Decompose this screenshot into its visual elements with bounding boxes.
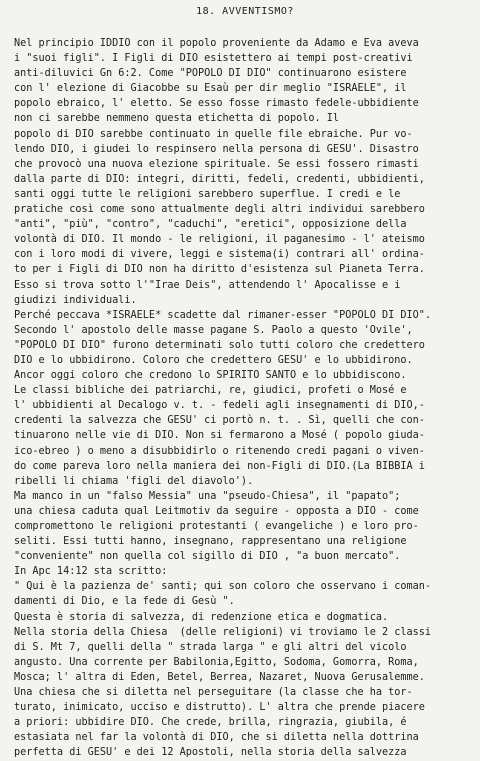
body-text <box>14 36 470 761</box>
text-line: "POPOLO DI DIO" furono determinati solo tutti coloro che credettero <box>14 339 425 351</box>
text-line: popolo di DIO sarebbe continuato in quelle file ebraiche. Pur vo- <box>14 128 413 140</box>
text-line: Ancor oggi coloro che credono lo SPIRITO SANTO e lo ubbidiscono. <box>14 370 407 382</box>
text-line: compromettono le religioni protestanti ( evangeliche ) e loro pro- <box>14 521 419 532</box>
text-line: Perché peccava *ISRAELE* scadette dal rimaner-esser "POPOLO DI DIO". <box>14 309 432 321</box>
text-line: "conveniente" non quella col sigillo di DIO , "a buon mercato". <box>14 551 401 563</box>
text-line: damenti di Dio, e la fede di Gesù ". <box>14 596 235 608</box>
text-line: ribelli li chiama 'figli del diavolo'). <box>14 475 254 487</box>
text-line: a priori: ubbidire DIO. Che crede, brilla, ringrazia, giubila, é <box>14 717 407 729</box>
text-line: pratiche così come sono attualmente degli altri individui sarebbero <box>14 204 425 216</box>
text-line: seliti. Essi tutti hanno, insegnano, rappresentano una religione <box>14 536 407 548</box>
text-line: angusto. Una corrente per Babilonia,Egitto, Sodoma, Gomorra, Roma, <box>14 656 419 668</box>
text-line: Ma manco in un "falso Messia" una "pseudo-Chiesa", il "papato"; <box>14 490 401 502</box>
text-line: Nella storia della Chiesa (delle religioni) vi troviamo le 2 classi <box>14 626 432 638</box>
text-line: Esso si trova sotto l'"Irae Deis", attendendo l' Apocalisse e i <box>14 279 401 291</box>
text-line: l' ubbidienti al Decalogo v. t. - fedeli agli insegnamenti di DIO,- <box>14 400 425 412</box>
text-line: Nel principio IDDIO con il popolo proveniente da Adamo e Eva aveva <box>14 38 419 49</box>
text-line: Questa è storia di salvezza, di redenzione etica e dogmatica. <box>14 611 389 623</box>
text-line: giudizi individuali. <box>14 294 137 306</box>
text-line: credenti la salvezza che GESU' ci portò n. t. . Sì, quelli che con- <box>14 415 425 427</box>
text-line: In Apc 14:12 sta scritto: <box>14 566 168 578</box>
text-line: turato, inimicato, ucciso e distrutto). L' altra che prende piacere <box>14 702 425 714</box>
text-line: volontà di DIO. Il mondo - le religioni, il paganesimo - l' ateismo <box>14 234 425 246</box>
text-line: Secondo l' apostolo delle masse pagane S. Paolo a questo 'Ovile', <box>14 324 413 336</box>
text-line: anti-diluvici Gn 6:2. Come "POPOLO DI DIO" continuarono esistere <box>14 68 407 80</box>
text-line: lendo DIO, i giudei lo respinsero nella persona di GESU'. Disastro <box>14 143 419 155</box>
text-line: " Qui è la pazienza de' santi; qui son coloro che osservano i coman- <box>14 581 432 593</box>
text-line: i "suoi figli". I Figli di DIO esistettero ai tempi post-creativi <box>14 53 413 65</box>
text-line: con i loro modi di vivere, leggi e sistema(i) contrari all' ordina- <box>14 249 425 261</box>
text-line: santi oggi tutte le religioni sarebbero superflue. I credi e le <box>14 188 401 200</box>
text-line: do come pareva loro nella maniera dei non-Figli di DIO.(La BIBBIA i <box>14 460 425 472</box>
text-line: una chiesa caduta qual Leitmotiv da seguire - opposta a DIO - come <box>14 505 419 517</box>
text-line: che provocò una nuova elezione spirituale. Se essi fossero rimasti <box>14 158 419 170</box>
text-line: DIO e lo ubbidirono. Coloro che credettero GESU' e lo ubbidirono. <box>14 354 413 366</box>
text-line: non ci sarebbe nemmeno questa etichetta di popolo. Il <box>14 113 340 125</box>
text-line: di S. Mt 7, quelli della " strada larga " e gli altri del vicolo <box>14 641 407 653</box>
text-line: ico-ebreo ) o meno a disubbidirlo o ritenendo credi pagani o viven- <box>14 445 425 457</box>
text-line: perfetta di GESU' e dei 12 Apostoli, nella storia della salvezza <box>14 747 407 759</box>
text-line: Le classi bibliche dei patriarchi, re, giudici, profeti o Mosé e <box>14 385 407 397</box>
text-line: dalla parte di DIO: integri, diritti, fedeli, credenti, ubbidienti, <box>14 173 425 185</box>
text-line: estasiata nel far la volontà di DIO, che si diletta nella dottrina <box>14 732 419 744</box>
text-line: Mosca; l' altra di Eden, Betel, Berrea, Nazaret, Nuova Gerusalemme. <box>14 671 425 683</box>
text-line: con l' elezione di Giacobbe su Esaù per dir meglio "ISRAELE", il <box>14 83 407 95</box>
text-line: popolo ebraico, l' eletto. Se esso fosse rimasto fedele-ubbidiente <box>14 98 419 110</box>
page-title: 18. AVVENTISMO? <box>196 6 294 17</box>
text-line: tinuarono nelle vie di DIO. Non si fermarono a Mosé ( popolo giuda- <box>14 430 425 442</box>
text-line: to per i Figli di DIO non ha diritto d'esistenza sul Pianeta Terra. <box>14 264 425 276</box>
text-line: Una chiesa che si diletta nel perseguitare (la classe che ha tor- <box>14 687 413 699</box>
text-line: "anti", "più", "contro", "caduchi", "eretici", opposizione della <box>14 219 407 231</box>
